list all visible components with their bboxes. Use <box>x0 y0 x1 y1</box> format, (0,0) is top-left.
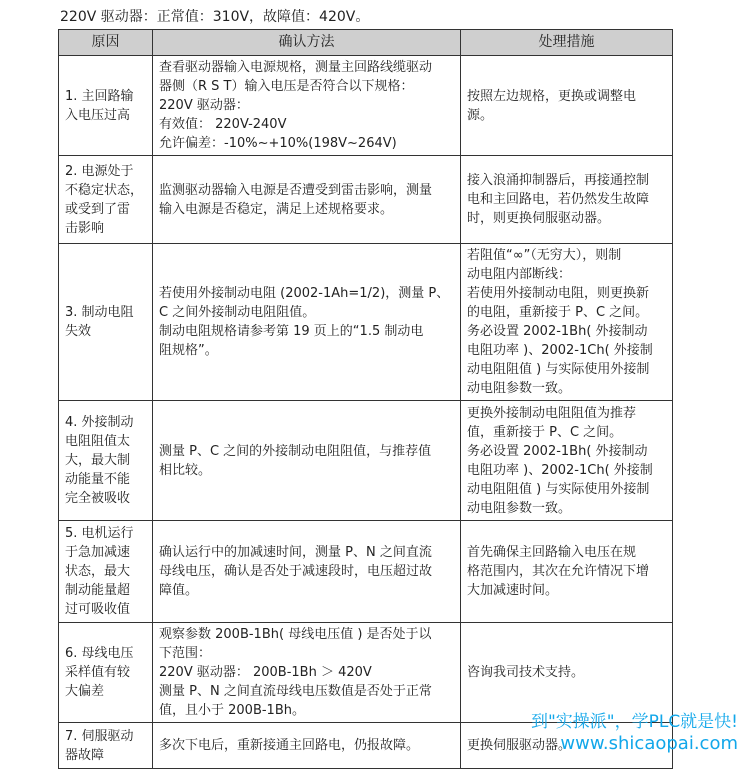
table-row <box>59 244 673 401</box>
watermark-url: www.shicaopai.com <box>560 733 738 754</box>
cell-cause: 7. 伺服驱动 器故障 <box>59 723 153 769</box>
cell-action: 接入浪涌抑制器后，再接通控制 电和主回路电，若仍然发生故障 时，则更换伺服驱动器。 <box>461 156 673 244</box>
cell-method: 观察参数 200B-1Bh( 母线电压值 ) 是否处于以 下范围： 220V 驱动器： 200B-1Bh ＞ 420V 测量 P、N 之间直流母线电压数值是否处于正常 值，且小于 200B-1Bh。 <box>153 623 461 723</box>
cell-action: 首先确保主回路输入电压在规 格范围内，其次在允许情况下增 大加减速时间。 <box>461 521 673 623</box>
table-row <box>59 521 673 623</box>
cell-cause: 5. 电机运行 于急加减速 状态，最大 制动能量超 过可吸收值 <box>59 521 153 623</box>
cell-cause: 1. 主回路输 入电压过高 <box>59 56 153 156</box>
cell-cause: 3. 制动电阻 失效 <box>59 244 153 401</box>
intro-text: 220V 驱动器：正常值：310V，故障值：420V。 <box>60 9 370 25</box>
cell-method: 监测驱动器输入电源是否遭受到雷击影响，测量 输入电源是否稳定，满足上述规格要求。 <box>153 156 461 244</box>
cell-action: 更换伺服驱动器。 <box>461 723 673 769</box>
table-header-row <box>59 30 673 56</box>
cell-action: 若阻值“∞”（无穷大），则制 动电阻内部断线： 若使用外接制动电阻，则更换新 的电阻，重新接于 P、C 之间。 务必设置 2002-1Bh( 外接制动 电阻功率 )、2002-1Ch( 外接制 动电阻阻值 ) 与实际使用外接制 动电阻参数一致。 <box>461 244 673 401</box>
table-row <box>59 623 673 723</box>
fault-cause-table <box>58 29 673 769</box>
cell-method: 若使用外接制动电阻 (2002-1Ah=1/2)，测量 P、 C 之间外接制动电阻阻值。 制动电阻规格请参考第 19 页上的“1.5 制动电 阻规格”。 <box>153 244 461 401</box>
header-method: 确认方法 <box>153 30 461 56</box>
cell-method: 测量 P、C 之间的外接制动电阻阻值，与推荐值 相比较。 <box>153 401 461 521</box>
cell-action: 按照左边规格，更换或调整电 源。 <box>461 56 673 156</box>
header-action: 处理措施 <box>461 30 673 56</box>
header-cause: 原因 <box>59 30 153 56</box>
watermark-slogan: 到"实操派"，学PLC就是快! <box>530 712 738 732</box>
cell-cause: 6. 母线电压 采样值有较 大偏差 <box>59 623 153 723</box>
table-row <box>59 156 673 244</box>
cell-method: 查看驱动器输入电源规格，测量主回路线缆驱动 器侧（R S T）输入电压是否符合以下规格： 220V 驱动器： 有效值： 220V-240V 允许偏差：-10%~+10%(198V~264V) <box>153 56 461 156</box>
table-row <box>59 723 673 769</box>
cell-action: 更换外接制动电阻阻值为推荐 值，重新接于 P、C 之间。 务必设置 2002-1Bh( 外接制动 电阻功率 )、2002-1Ch( 外接制 动电阻阻值 ) 与实际使用外接制 动电阻参数一致。 <box>461 401 673 521</box>
cell-action: 咨询我司技术支持。 <box>461 623 673 723</box>
table-row <box>59 56 673 156</box>
cell-method: 确认运行中的加减速时间，测量 P、N 之间直流 母线电压，确认是否处于减速段时，电压超过故 障值。 <box>153 521 461 623</box>
cell-cause: 2. 电源处于 不稳定状态， 或受到了雷 击影响 <box>59 156 153 244</box>
cell-method: 多次下电后，重新接通主回路电，仍报故障。 <box>153 723 461 769</box>
cell-cause: 4. 外接制动 电阻阻值太 大，最大制 动能量不能 完全被吸收 <box>59 401 153 521</box>
table-row <box>59 401 673 521</box>
